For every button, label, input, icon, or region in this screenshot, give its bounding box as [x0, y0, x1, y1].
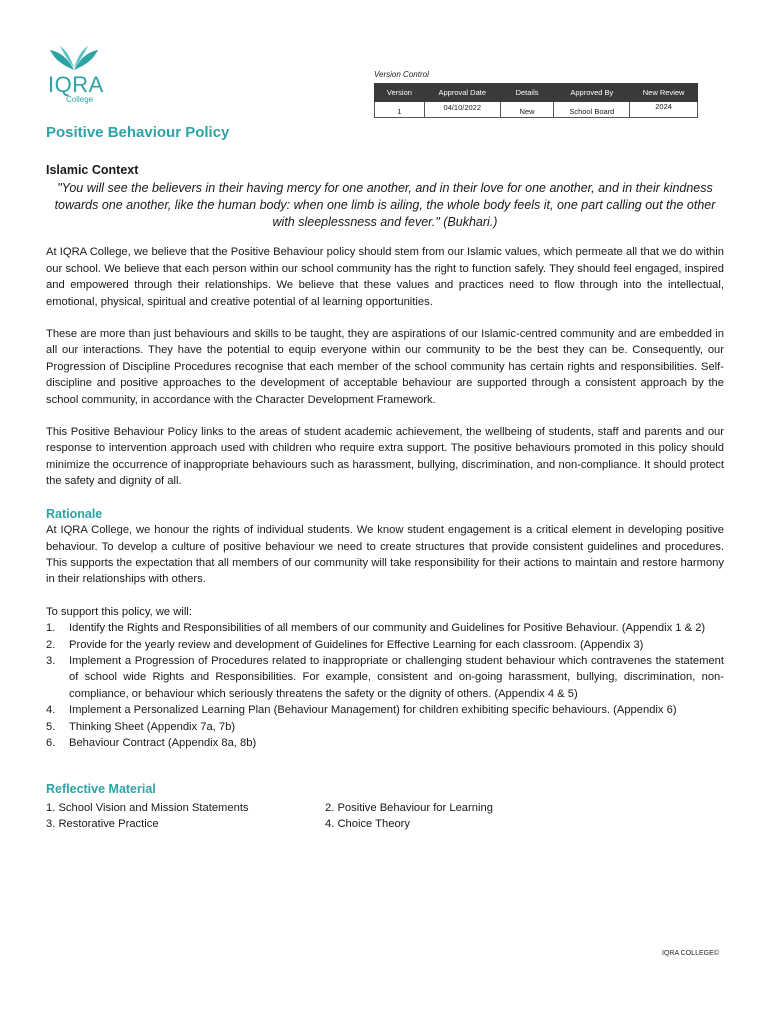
open-book-icon: [46, 44, 102, 74]
islamic-context-heading: Islamic Context: [46, 163, 139, 177]
list-text: Implement a Personalized Learning Plan (Behaviour Management) for children exhibiting specific behaviours. (Appendix 6): [69, 704, 677, 717]
header-approval-date: Approval Date: [424, 84, 500, 102]
cell-version: 1: [375, 102, 425, 118]
paragraph-aspirations: These are more than just behaviours and skills to be taught, they are aspirations of our Islamic-centred community and are embedded in all our interactions. They have the potential to equip everyone within our community to be the best they can be. Consequently, our Progression of Discipline Procedures recognise that each member of the school community has certain rights and responsibilities. Self-discipline and positive approaches to the development of acceptable behaviour are supported through a consistent approach by the school community, in accordance with the Character Development Framework.: [46, 328, 724, 406]
list-item: 4. Choice Theory: [325, 818, 410, 831]
header-details: Details: [500, 84, 554, 102]
header-approved-by: Approved By: [554, 84, 630, 102]
reflective-list: [46, 800, 724, 833]
footer-copyright: IQRA COLLEGE©: [662, 950, 719, 957]
college-logo: [44, 44, 106, 104]
list-item: 3. Restorative Practice: [46, 818, 159, 831]
table-row: [375, 102, 698, 118]
support-list: [46, 620, 724, 751]
list-text: Provide for the yearly review and development of Guidelines for Effective Learning for each classroom. (Appendix 3): [69, 638, 644, 651]
list-text: Identify the Rights and Responsibilities of all members of our community and Guidelines for Positive Behaviour. (Appendix 1 & 2): [69, 622, 706, 635]
paragraph-values: At IQRA College, we believe that the Positive Behaviour policy should stem from our Islamic values, which permeate all that we do within our school. We believe that each person within our school community has the right to function safely. They should feel engaged, inspired and empowered through their relationships. We believe that these values and practices need to flow through into the intellectual, emotional, physical, spiritual and creative potential of al learning opportunities.: [46, 246, 724, 308]
list-item: [46, 702, 724, 718]
page-title: Positive Behaviour Policy: [46, 124, 230, 141]
list-item: [46, 653, 724, 702]
reflective-heading: Reflective Material: [46, 782, 156, 797]
list-number: 3.: [46, 654, 56, 667]
list-number: 6.: [46, 736, 56, 749]
cell-approved-by: School Board: [554, 102, 630, 118]
table-header-row: [375, 84, 698, 102]
list-item: [46, 719, 724, 735]
list-item: 1. School Vision and Mission Statements: [46, 801, 249, 814]
list-item: [46, 637, 724, 653]
cell-approval-date: 04/10/2022: [424, 102, 500, 118]
list-number: 1.: [46, 622, 56, 635]
list-item: 2. Positive Behaviour for Learning: [325, 801, 493, 814]
list-number: 4.: [46, 704, 56, 717]
logo-subtitle: College: [66, 95, 94, 104]
cell-new-review: 2024: [630, 102, 698, 118]
rationale-text: At IQRA College, we honour the rights of individual students. We know student engagement is a critical element in developing positive behaviour. To develop a culture of positive behaviour we need to create structures that provide consistent guidelines and procedures. This supports the expectation that all members of our community will take responsibility for their actions to maintain and restore harmony in their relationships with others.: [46, 524, 724, 586]
header-new-review: New Review: [630, 84, 698, 102]
cell-details: New: [500, 102, 554, 118]
version-control-table: [374, 83, 698, 118]
support-intro: To support this policy, we will:: [46, 605, 192, 618]
header-version: Version: [375, 84, 425, 102]
list-item: [46, 735, 724, 751]
list-number: 5.: [46, 720, 56, 733]
list-number: 2.: [46, 638, 56, 651]
policy-content: [46, 162, 724, 833]
paragraph-links: This Positive Behaviour Policy links to the areas of student academic achievement, the wellbeing of students, staff and parents and our response to intervention approach used with children who require extra support. The positive behaviours promoted in this policy should minimize the occurrence of inappropriate behaviours such as harassment, bullying, discrimination, and non-compliance. It should protect the safety and dignity of all.: [46, 426, 724, 488]
hadith-quote: "You will see the believers in their having mercy for one another, and in their love for one another, and in their kindness towards one another, like the human body: when one limb is ailing, the whole body feels it, one part calling out the other with sleeplessness and fever." (Bukhari.): [54, 181, 716, 230]
list-text: Thinking Sheet (Appendix 7a, 7b): [69, 720, 236, 733]
logo-name: IQRA: [48, 72, 104, 97]
rationale-heading: Rationale: [46, 506, 103, 521]
version-control-caption: Version Control: [374, 70, 429, 79]
list-item: [46, 620, 724, 636]
list-text: Implement a Progression of Procedures related to inappropriate or challenging student behaviour which contravenes the statement of school wide Rights and Responsibilities. For example, consistent and on-going harassment, bullying, discrimination, non-compliance, or behaviour which seriously threatens the safety or the dignity of others. (Appendix 4 & 5): [69, 654, 724, 700]
list-text: Behaviour Contract (Appendix 8a, 8b): [69, 736, 257, 749]
